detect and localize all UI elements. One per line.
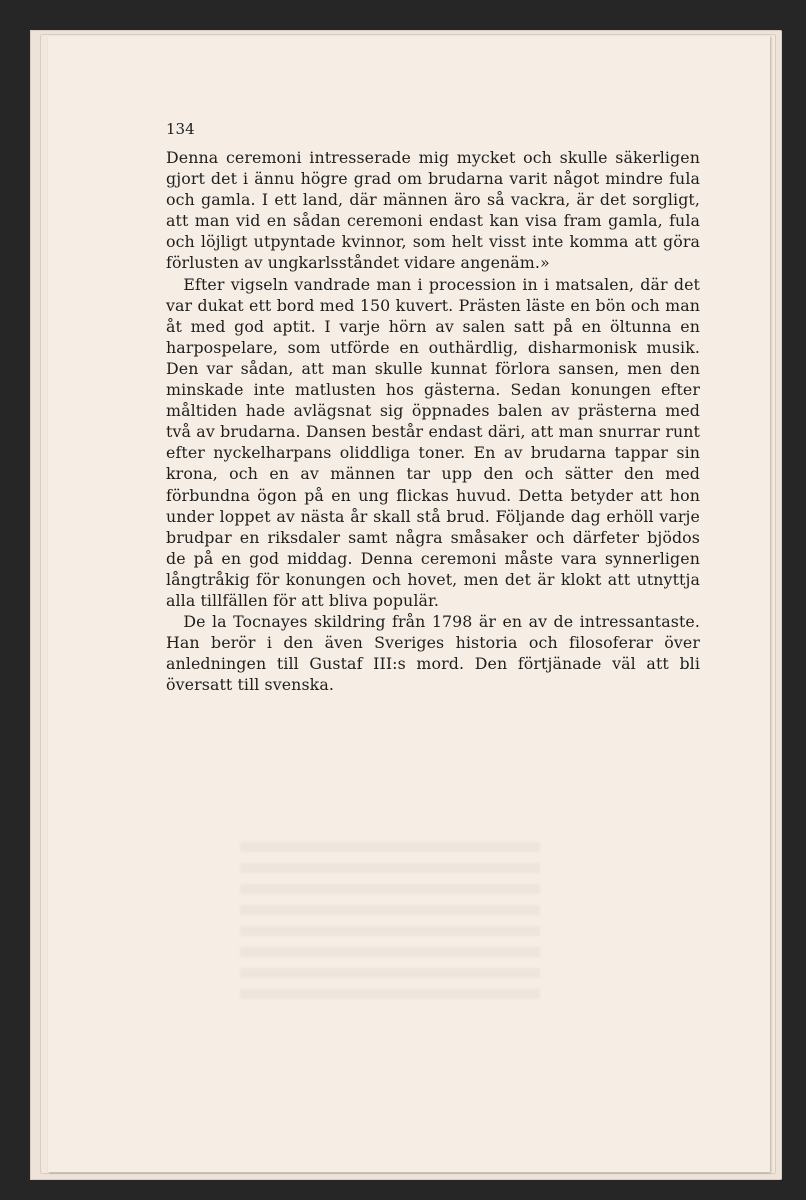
paragraph-2: Efter vigseln vandrade man i procession in i matsalen, där det var dukat ett bord med 150 kuvert. Prästen läste en bön och man åt med god aptit. I varje hörn av salen satt på en öltunna en harpospelare, som utförde en outhärdlig, disharmonisk musik. Den var sådan, att man skulle kunnat förlora sansen, men den minskade inte matlusten hos gästerna. Sedan konungen efter måltiden hade avlägsnat sig öppnades balen av prästerna med två av brudarna. Dansen består endast däri, att man snurrar runt efter nyckelharpans oliddliga toner. En av brudarna tappar sin krona, och en av männen tar upp den och sätter den med förbundna ögon på en ung flickas huvud. Detta betyder att hon under loppet av nästa år skall stå brud. Följande dag erhöll varje brudpar en riksdaler samt några småsaker och därfeter bjödos de på en god middag. Denna ceremoni måste vara synnerligen långtråkig för konungen och hovet, men det är klokt att utnyttja alla tillfällen för att bliva populär. xyxy=(166,274,700,610)
paragraph-3: De la Tocnayes skildring från 1798 är en av de intressantaste. Han berör i den även Sveriges historia och filosoferar över anledningen till Gustaf III:s mord. Den förtjänade väl att bli översatt till svenska. xyxy=(166,612,700,695)
body-text xyxy=(166,147,700,695)
page-number: 134 xyxy=(166,120,195,138)
paragraph-1: Denna ceremoni intresserade mig mycket och skulle säkerligen gjort det i ännu högre grad om brudarna varit något mindre fula och gamla. I ett land, där männen äro så vackra, är det sorgligt, att man vid en sådan ceremoni endast kan visa fram gamla, fula och löjligt utpyntade kvinnor, som helt visst inte komma att göra förlusten av ungkarlsståndet vidare angenäm.» xyxy=(166,148,700,273)
show-through-text xyxy=(240,842,540,1002)
